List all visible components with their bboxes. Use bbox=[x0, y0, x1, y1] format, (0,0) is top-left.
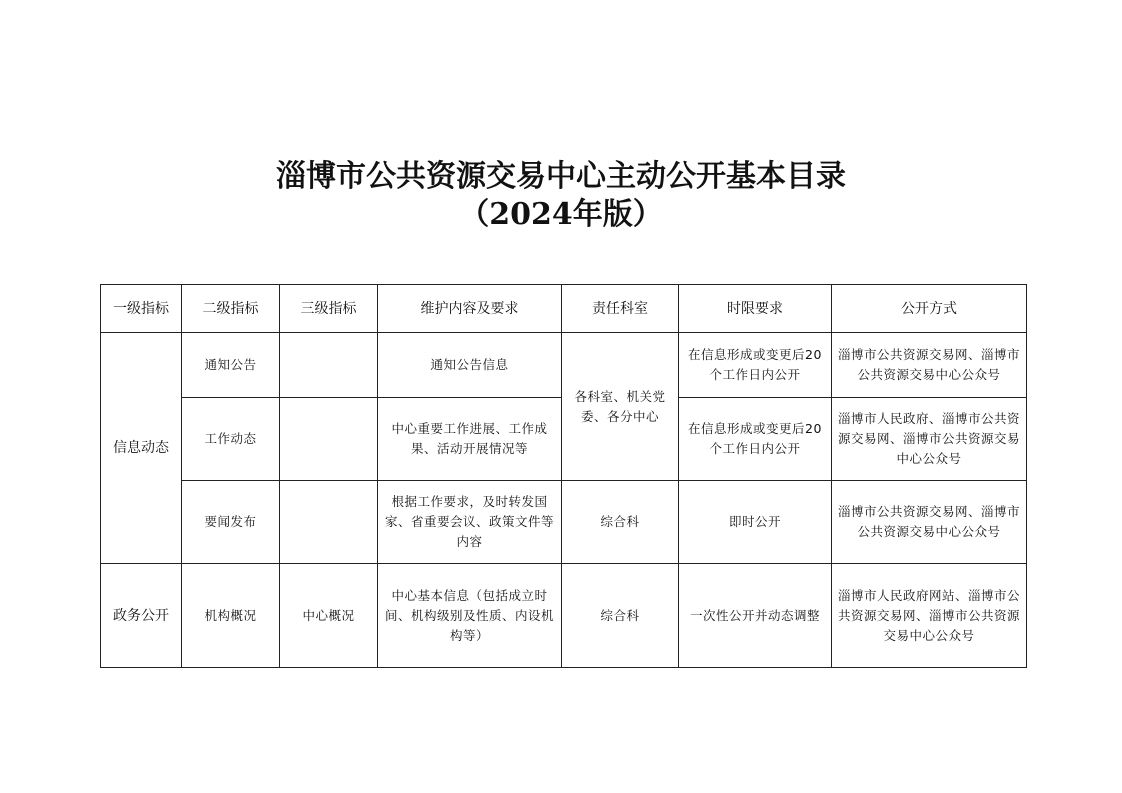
header-level2: 二级指标 bbox=[182, 285, 280, 333]
header-department: 责任科室 bbox=[562, 285, 679, 333]
method-cell: 淄博市公共资源交易网、淄博市公共资源交易中心公众号 bbox=[832, 481, 1027, 564]
table-row bbox=[101, 333, 1027, 398]
header-level3: 三级指标 bbox=[280, 285, 378, 333]
level2-cell: 要闻发布 bbox=[182, 481, 280, 564]
catalog-table bbox=[100, 284, 1027, 668]
method-cell: 淄博市人民政府、淄博市公共资源交易网、淄博市公共资源交易中心公众号 bbox=[832, 398, 1027, 481]
document-title: 淄博市公共资源交易中心主动公开基本目录 bbox=[276, 159, 846, 194]
header-content: 维护内容及要求 bbox=[378, 285, 562, 333]
level1-cell: 信息动态 bbox=[101, 333, 182, 564]
content-cell: 通知公告信息 bbox=[378, 333, 562, 398]
deadline-cell: 在信息形成或变更后20个工作日内公开 bbox=[679, 333, 832, 398]
level2-cell: 工作动态 bbox=[182, 398, 280, 481]
level1-cell: 政务公开 bbox=[101, 564, 182, 668]
header-deadline: 时限要求 bbox=[679, 285, 832, 333]
deadline-cell: 即时公开 bbox=[679, 481, 832, 564]
department-cell: 综合科 bbox=[562, 481, 679, 564]
header-level1: 一级指标 bbox=[101, 285, 182, 333]
method-cell: 淄博市公共资源交易网、淄博市公共资源交易中心公众号 bbox=[832, 333, 1027, 398]
table-row bbox=[101, 564, 1027, 668]
document-subtitle: （2024年版） bbox=[459, 197, 663, 232]
content-cell: 中心重要工作进展、工作成果、活动开展情况等 bbox=[378, 398, 562, 481]
deadline-cell: 一次性公开并动态调整 bbox=[679, 564, 832, 668]
department-cell: 各科室、机关党委、各分中心 bbox=[562, 333, 679, 481]
level2-cell: 机构概况 bbox=[182, 564, 280, 668]
level3-cell bbox=[280, 333, 378, 398]
method-cell: 淄博市人民政府网站、淄博市公共资源交易网、淄博市公共资源交易中心公众号 bbox=[832, 564, 1027, 668]
level3-cell: 中心概况 bbox=[280, 564, 378, 668]
level3-cell bbox=[280, 481, 378, 564]
table-header-row bbox=[101, 285, 1027, 333]
header-method: 公开方式 bbox=[832, 285, 1027, 333]
deadline-cell: 在信息形成或变更后20个工作日内公开 bbox=[679, 398, 832, 481]
department-cell: 综合科 bbox=[562, 564, 679, 668]
table-row bbox=[101, 481, 1027, 564]
content-cell: 根据工作要求，及时转发国家、省重要会议、政策文件等内容 bbox=[378, 481, 562, 564]
level2-cell: 通知公告 bbox=[182, 333, 280, 398]
level3-cell bbox=[280, 398, 378, 481]
content-cell: 中心基本信息（包括成立时间、机构级别及性质、内设机构等） bbox=[378, 564, 562, 668]
